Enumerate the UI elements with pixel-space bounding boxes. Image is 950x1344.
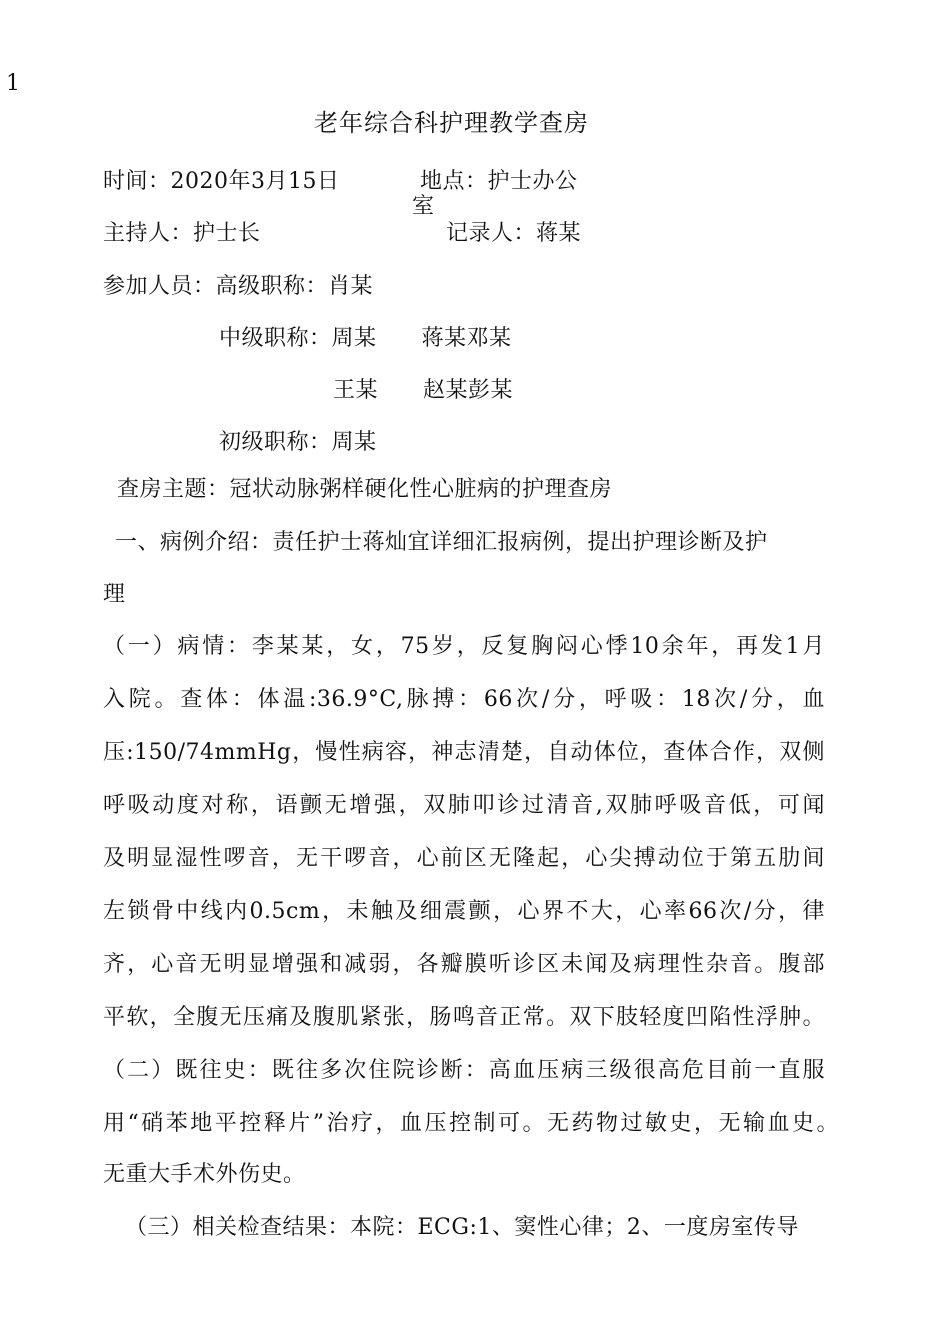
meeting-place: 地点：护士办公 [420,169,578,194]
participants-junior: 初级职称：周某 [219,430,377,455]
history-line: （二）既往史：既往多次住院诊断：高血压病三级很高危目前一直服 [103,1058,825,1083]
meeting-time: 时间：2020年3月15日 [103,169,340,194]
condition-line: 及明显湿性啰音，无干啰音，心前区无隆起，心尖搏动位于第五肋间 [103,846,825,871]
condition-line: 入院。查体：体温:36.9°C,脉搏：66次/分，呼吸：18次/分，血 [103,687,825,712]
condition-line: 齐，心音无明显增强和减弱，各瓣膜听诊区未闻及病理性杂音。腹部 [103,952,825,977]
history-line: 用“硝苯地平控释片”治疗，血压控制可。无药物过敏史，无输血史。 [103,1111,839,1136]
meeting-place-overflow: 室 [412,194,435,219]
rounds-topic: 查房主题：冠状动脉粥样硬化性心脏病的护理查房 [117,477,613,502]
participants-senior: 参加人员：高级职称：肖某 [103,274,374,299]
section-case-intro-line1: 一、病例介绍：责任护士蒋灿宜详细汇报病例，提出护理诊断及护 [115,530,768,555]
participants-middle-line1: 中级职称：周某 蒋某邓某 [219,326,512,351]
section-case-intro-line2: 理 [103,582,126,607]
condition-line: 呼吸动度对称，语颤无增强，双肺叩诊过清音,双肺呼吸音低，可闻 [103,793,825,818]
page-number: 1 [6,71,21,96]
document-title: 老年综合科护理教学查房 [314,109,589,137]
participants-middle-line2: 王某 赵某彭某 [333,378,514,403]
meeting-recorder: 记录人：蒋某 [446,221,582,246]
condition-line: （一）病情：李某某，女，75岁，反复胸闷心悸10余年，再发1月 [103,634,825,659]
condition-line: 压:150/74mmHg，慢性病容，神志清楚，自动体位，查体合作，双侧 [103,740,825,765]
history-line: 无重大手术外伤史。 [103,1162,306,1187]
meeting-host: 主持人：护士长 [103,221,261,246]
condition-line: 左锁骨中线内0.5cm，未触及细震颤，心界不大，心率66次/分，律 [103,899,825,924]
exam-results-line1: （三）相关检查结果：本院：ECG:1、窦性心律；2、一度房室传导 [125,1215,799,1240]
condition-line: 平软，全腹无压痛及腹肌紧张，肠鸣音正常。双下肢轻度凹陷性浮肿。 [103,1005,825,1030]
